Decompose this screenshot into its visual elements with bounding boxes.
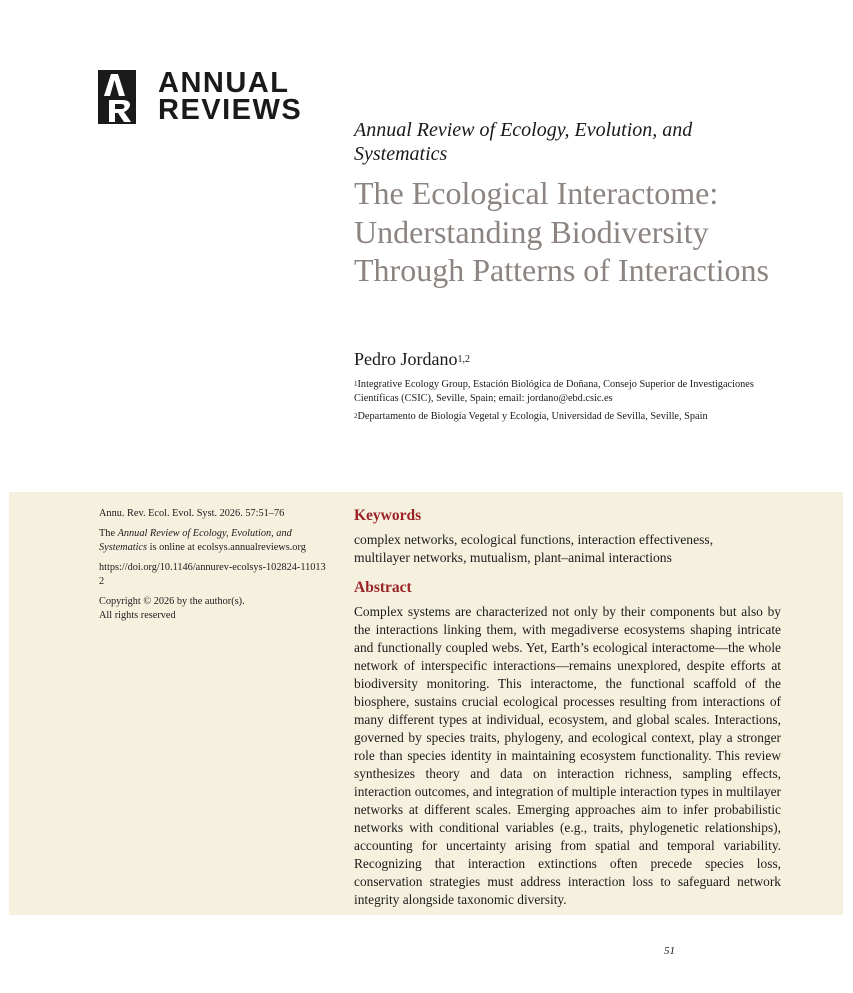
affiliation-1: $^1$Integrative Ecology Group, Estación Biológica de Doñana, Consejo Superior de Investigaciones Científicas (CSIC), Seville, Spain; email: jordano@ebd.csic.es [354,379,754,404]
logo-line-annual: ANNUAL [158,67,290,99]
affiliations [354,378,754,429]
doi-link[interactable]: https://doi.org/10.1146/annurev-ecolsys-102824-110132 [99,562,326,587]
annual-reviews-wordmark [158,67,303,126]
ar-monogram-icon [98,70,150,124]
citation: Annu. Rev. Ecol. Evol. Syst. 2026. 57:51–76 [99,508,285,519]
abstract-heading: Abstract [354,579,412,596]
annual-reviews-logo-mark [98,70,150,124]
affiliation-2: $^2$Departamento de Biología Vegetal y Ecología, Universidad de Sevilla, Seville, Spain [354,411,708,422]
author-line [354,348,470,370]
logo-line-reviews: REVIEWS [158,94,303,126]
keywords-list: complex networks, ecological functions, interaction effectiveness, multilayer networks, mutualism, plant–animal interactions [354,532,714,565]
article-info-sidebar [99,507,329,629]
author-affiliation-sup: 1,2 [457,354,470,365]
abstract-text: Complex systems are characterized not only by their components but also by the interactions linking them, with megadiverse ecosystems shaping intricate and functionally coupled webs. Yet, Earth’s ecological interactome—the whole network of interspecific interactions—remains unexplored, despite efforts at biodiversity monitoring. This interactome, the functional scaffold of the biosphere, sustains crucial ecological processes resulting from interactions of many different types at individual, ecosystem, and global scales. Interactions, governed by species traits, phylogeny, and ecological context, play a stronger role than species identity in maintaining ecosystem functionality. This review synthesizes theory and data on interaction richness, sampling effects, interaction outcomes, and integration of multiple interaction types in multilayer networks at different scales. Emerging approaches aim to infer probabilistic networks with conditional variables (e.g., traits, phylogenetic relationships), accounting for uncertainty arising from spatial and temporal variability. Recognizing that interaction extinctions often precede species loss, conservation strategies must address interaction loss to safeguard network integrity alongside taxonomic diversity. [354,604,781,907]
journal-name: Annual Review of Ecology, Evolution, and Systematics [354,119,693,165]
page-number: 51 [664,945,675,957]
copyright: Copyright © 2026 by the author(s). All rights reserved [99,596,245,621]
online-note: The Annual Review of Ecology, Evolution, and Systematics is online at ecolsys.annualreviews.org [99,528,306,553]
article-title: The Ecological Interactome: Understanding Biodiversity Through Patterns of Interactions [354,175,769,288]
author-name: Pedro Jordano [354,349,458,369]
keywords-heading: Keywords [354,507,422,524]
annual-reviews-logo [98,67,303,126]
